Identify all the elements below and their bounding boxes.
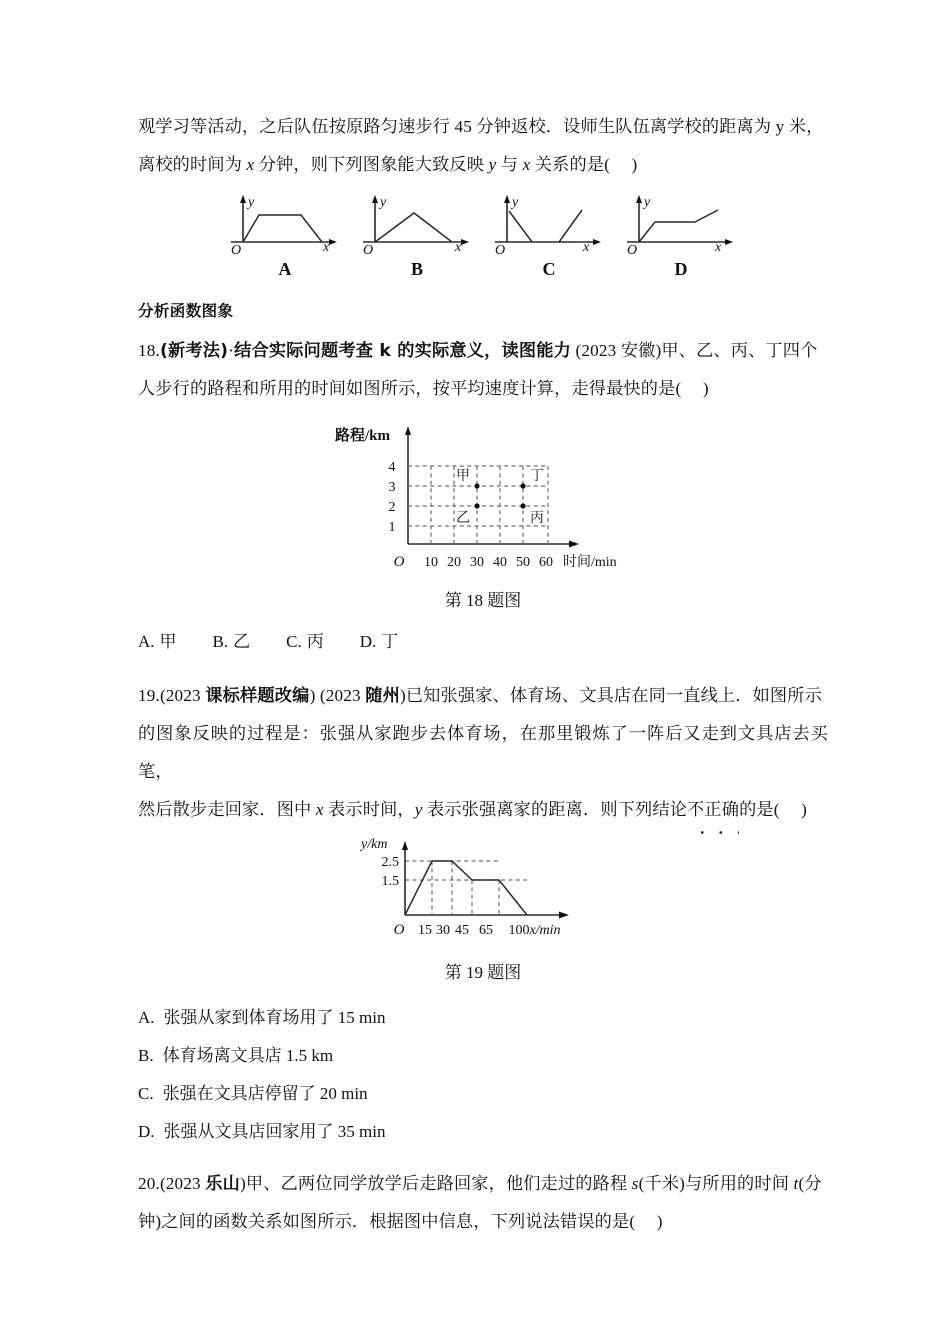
q18-tag: (新考法) — [159, 341, 229, 361]
q18-ytick-4: 4 — [388, 460, 396, 475]
q18-skill: 结合实际问题考查 k 的实际意义，读图能力 — [234, 341, 572, 361]
q20-source-bold: 乐山 — [205, 1174, 241, 1194]
intro-line-2-e: ) — [631, 155, 638, 174]
q18-option-d-label: D. — [359, 632, 377, 651]
var-x-2: x — [522, 155, 531, 174]
q19-line-2: 的图象反映的过程是：张强从家跑步去体育场，在那里锻炼了一阵后又走到文具店去买笔， — [138, 724, 828, 781]
q19-option-b-label: B. — [138, 1046, 154, 1065]
q19-option-d-text: 张强从文具店回家用了 35 min — [163, 1122, 386, 1141]
q19-option-b-text: 体育场离文具店 1.5 km — [162, 1046, 334, 1065]
graph-c-svg — [483, 192, 615, 258]
q18-point-bing — [520, 503, 525, 508]
q18-tag-dot: · — [228, 341, 235, 360]
intro-line-2-c: 与 — [496, 155, 523, 174]
q18-option-d[interactable] — [360, 625, 399, 659]
q18-ylabel: 路程/km — [335, 428, 391, 444]
q18-origin-label: O — [393, 554, 405, 570]
q18-option-c-text: 丙 — [306, 632, 324, 651]
q19-line-3-b: 表示时间， — [323, 800, 415, 819]
question-18 — [138, 332, 828, 659]
q18-option-b-label: B. — [212, 632, 229, 651]
option-label-b: B — [410, 259, 423, 279]
q19-xtick-65: 65 — [479, 923, 493, 938]
q19-ylabel: y/km — [361, 837, 388, 852]
graph-c-origin: O — [495, 243, 506, 258]
graph-b-svg — [351, 192, 483, 258]
q19-chart-svg — [333, 835, 633, 955]
graph-b-ylabel: y — [380, 195, 387, 210]
graph-a-xlabel: x — [323, 240, 330, 255]
q20-line-1-c: (分 — [798, 1174, 822, 1193]
q19-origin-label: O — [393, 922, 405, 938]
q19-option-a-label: A. — [138, 1008, 155, 1027]
q20-source-close: ) — [240, 1174, 246, 1193]
q18-option-c[interactable] — [286, 625, 324, 659]
option-figure-a — [219, 192, 351, 280]
q18-ytick-2: 2 — [388, 500, 396, 515]
q19-option-c[interactable] — [138, 1075, 828, 1113]
q18-point-jia — [474, 483, 479, 488]
q19-option-a-text: 张强从家到体育场用了 15 min — [163, 1008, 386, 1027]
q18-xtick-10: 10 — [424, 555, 438, 570]
q18-point-yi — [474, 503, 479, 508]
q18-source: (2023 安徽) — [575, 341, 662, 360]
q20-var-s: s — [631, 1174, 639, 1193]
graph-d-xlabel: x — [715, 240, 722, 255]
option-label-d: D — [674, 259, 688, 279]
q19-source-a-bold: 课标样题改编 — [205, 686, 310, 706]
graph-b-xlabel: x — [455, 240, 462, 255]
q19-source-b-bold: 随州 — [365, 686, 400, 706]
q20-var-t: t — [793, 1174, 799, 1193]
q19-source-a-close: ) — [309, 686, 316, 705]
q19-line-3 — [138, 791, 828, 829]
q18-chart-svg — [313, 418, 653, 583]
q18-ytick-3: 3 — [388, 480, 396, 495]
q20-line-2-close: ) — [656, 1212, 663, 1231]
option-label-c: C — [542, 259, 556, 279]
q20-source-open: (2023 — [159, 1174, 206, 1193]
intro-line-2-a: 离校的时间为 — [138, 155, 247, 174]
graph-a-origin: O — [231, 243, 242, 258]
q19-line-3-e: ) — [801, 800, 807, 819]
q19-number: 19. — [138, 686, 160, 705]
q18-line-1 — [138, 332, 828, 370]
q19-line-3-a: 然后散步走回家．图中 — [138, 800, 316, 819]
option-figure-d — [615, 192, 747, 280]
q18-option-a-label: A. — [138, 632, 155, 651]
q18-option-c-label: C. — [286, 632, 302, 651]
q18-line-2 — [138, 370, 828, 408]
q18-options — [138, 625, 828, 659]
q20-line-1-a: 甲、乙两位同学放学后走路回家，他们走过的路程 — [245, 1174, 632, 1193]
q20-line-2 — [138, 1203, 828, 1241]
section-heading: 分析函数图象 — [138, 302, 234, 320]
q18-option-b-text: 乙 — [233, 632, 251, 651]
q18-xtick-50: 50 — [516, 555, 530, 570]
q19-ytick-1p5: 1.5 — [381, 874, 399, 889]
intro-line-1: 观学习等活动，之后队伍按原路匀速步行 45 分钟返校．设师生队伍离学校的距离为 y 米， — [138, 117, 824, 136]
q19-source-a-open: (2023 — [159, 686, 206, 705]
q19-line-1 — [138, 677, 828, 715]
q18-body-close: ) — [702, 379, 709, 398]
intro-line-2-b: 分钟，则下列图象能大致反映 — [254, 155, 489, 174]
q19-option-d-label: D. — [138, 1122, 155, 1141]
q19-xtick-30: 30 — [436, 923, 450, 938]
q19-xtick-45: 45 — [455, 923, 469, 938]
q19-option-c-text: 张强在文具店停留了 20 min — [162, 1084, 368, 1103]
question-20 — [138, 1165, 828, 1241]
q19-options — [138, 999, 828, 1151]
q18-stem — [138, 332, 828, 408]
q18-xtick-20: 20 — [447, 555, 461, 570]
q19-option-c-label: C. — [138, 1084, 154, 1103]
q19-option-b[interactable] — [138, 1037, 828, 1075]
var-y: y — [488, 155, 497, 174]
q18-body-line-2: 人步行的路程和所用的时间如图所示，按平均速度计算，走得最快的是( — [138, 379, 682, 398]
q20-line-2-text: 钟)之间的函数关系如图所示．根据图中信息，下列说法错误的是( — [138, 1212, 636, 1231]
graph-c-ylabel: y — [512, 195, 519, 210]
graph-d-origin: O — [627, 243, 638, 258]
intro-paragraph — [138, 108, 828, 184]
q19-stem — [138, 677, 828, 829]
q19-option-a[interactable] — [138, 999, 828, 1037]
graph-a-ylabel: y — [248, 195, 255, 210]
intro-option-figures — [138, 192, 828, 280]
q18-point-ding — [520, 483, 525, 488]
graph-c-xlabel: x — [583, 240, 590, 255]
q18-caption: 第 18 题图 — [444, 591, 522, 610]
q19-var-x: x — [315, 800, 324, 819]
intro-line-2-d: 关系的是( — [530, 155, 611, 174]
q18-point-label-yi: 乙 — [456, 511, 470, 526]
q18-figure — [138, 418, 828, 583]
q18-point-label-bing: 丙 — [530, 511, 544, 526]
q20-line-1 — [138, 1165, 828, 1203]
graph-d-svg — [615, 192, 747, 258]
q18-xtick-30: 30 — [470, 555, 484, 570]
var-x-1: x — [246, 155, 255, 174]
q18-number: 18. — [138, 341, 160, 360]
q19-ytick-2p5: 2.5 — [381, 855, 399, 870]
q19-var-y: y — [414, 800, 423, 819]
option-label-a: A — [278, 259, 292, 279]
intro-line-2 — [138, 146, 828, 184]
q18-xtick-60: 60 — [539, 555, 553, 570]
q18-xtick-40: 40 — [493, 555, 507, 570]
q18-body-line-1: 甲、乙、丙、丁四个 — [661, 341, 818, 360]
q19-caption: 第 19 题图 — [444, 963, 522, 982]
q19-option-d[interactable] — [138, 1113, 828, 1151]
q19-distance-curve — [405, 861, 527, 915]
q19-line-3-d: 的是( — [739, 800, 780, 819]
question-19 — [138, 677, 828, 1151]
q18-ytick-1: 1 — [388, 520, 396, 535]
q19-line-1-text: 已知张强家、体育场、文具店在同一直线上．如图所示 — [405, 686, 822, 705]
option-figure-b — [351, 192, 483, 280]
q19-line-3-c: 表示张强离家的距离．则下列结论 — [422, 800, 688, 819]
q18-point-label-ding: 丁 — [530, 469, 544, 484]
q18-option-a-text: 甲 — [159, 632, 177, 651]
q18-xlabel: 时间/min — [563, 555, 617, 570]
graph-d-ylabel: y — [644, 195, 651, 210]
q19-source-b-close: ) — [399, 686, 406, 705]
q18-option-d-text: 丁 — [381, 632, 399, 651]
q19-xlabel: x/min — [529, 923, 561, 938]
option-figure-c — [483, 192, 615, 280]
graph-b-origin: O — [363, 243, 374, 258]
graph-a-svg — [219, 192, 351, 258]
q20-line-1-b: (千米)与所用的时间 — [638, 1174, 794, 1193]
q19-emphasis-not-correct: 不正确 — [687, 791, 739, 829]
q18-point-label-jia: 甲 — [456, 469, 470, 484]
q18-option-a[interactable] — [138, 625, 177, 659]
page-content — [138, 108, 828, 1241]
q19-figure — [138, 835, 828, 955]
q20-number: 20. — [138, 1174, 160, 1193]
q19-xtick-15: 15 — [418, 923, 432, 938]
q19-xtick-100: 100 — [508, 923, 530, 938]
q20-stem — [138, 1165, 828, 1241]
q18-option-b[interactable] — [213, 625, 251, 659]
q19-source-b-open: (2023 — [315, 686, 366, 705]
